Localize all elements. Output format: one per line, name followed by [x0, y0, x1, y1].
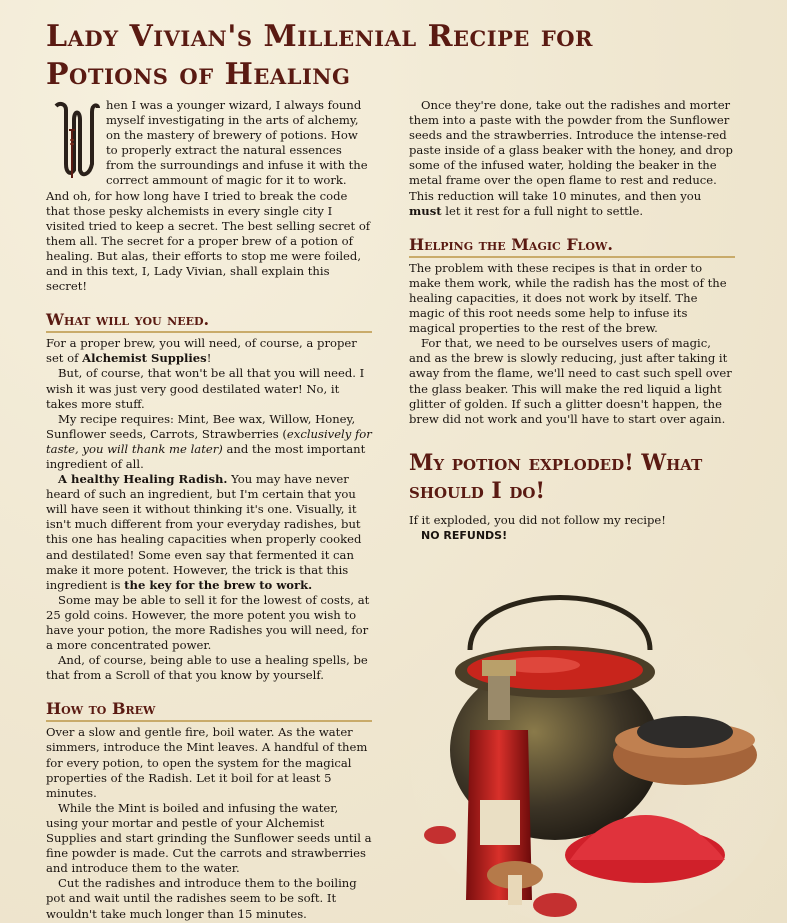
flow-paragraph-1: The problem with these recipes is that in order to make them work, while the radish has the most of the healing capacities, it does not work by itself. The magic of this root needs some help to infuse its magical properties to the rest of the brew. — [409, 260, 727, 336]
flow-paragraph-2: For that, we need to be ourselves users of magic, and as the brew is slowly reducing, just after taking it away from the flame, we'll need to cast such spell over the glass beaker. This will make the red liquid a light glitter of golden. If such a glitter doesn't happen, the brew did not work and you'll have to start over again. — [409, 336, 732, 426]
need-paragraph-5: Some may be able to sell it for the lowest of costs, at 25 gold coins. However, the more potent you wish to have your potion, the more Radishes you will need, for a more concentrated power. — [46, 592, 370, 653]
taste-note: exclusively for taste, you will thank me later) — [46, 426, 372, 456]
heading-how-to-brew: How to Brew — [46, 699, 372, 722]
brew-paragraph-4: Once they're done, take out the radishes and morter them into a paste with the powder from the Sunflower seeds and the strawberries. Introduce the intense-red paste inside of a glass beaker with the honey, and drop some of the infused water, holding the beaker in the metal frame over the open flame to rest and reduce. This reduction will take 10 minutes, and then you must let it rest for a full night to settle. — [409, 98, 733, 218]
heading-what-you-need: What will you need. — [46, 310, 372, 333]
need-paragraph-4: A healthy Healing Radish. You may have never heard of such an ingredient, but I'm certain that you will have seen it without thinking it's one. Visually, it isn't much different from your everyday radishes, but this one has healing capacities when properly cooked and destilated! Some even say that fermented it can make it more potent. However, the trick is that this ingredient is the key for the brew to work. — [46, 472, 362, 592]
right-column — [409, 98, 735, 543]
heading-potion-exploded: My potion exploded! What should I do! — [409, 449, 703, 504]
intro-text: hen I was a younger wizard, I always found myself investigating in the arts of alchemy, on the mastery of brewery of potions. How to properly extract the natural essences from the surroundings and infuse it with the correct ammount of magic for it to work. And oh, for how long have I tried to break the code that those pesky alchemists in every single city I visited tried to keep a secret. The best selling secret of them all. The secret for a proper brew of a potion of healing. But alas, their efforts to stop me were foiled, and in this text, I, Lady Vivian, shall explain this secret! — [46, 98, 371, 294]
need-paragraph-2: But, of course, that won't be all that you will need. I wish it was just very good destilated water! No, it takes more stuff. — [46, 366, 365, 411]
brew-paragraph-2: While the Mint is boiled and infusing the water, using your mortar and pestle of your Alchemist Supplies and start grinding the Sunflower seeds until a fine powder is made. Cut the carrots and strawberries and introduce them to the water. — [46, 800, 372, 876]
need-paragraph-1: For a proper brew, you will need, of course, a proper set of Alchemist Supplies! — [46, 336, 357, 366]
need-paragraph-6: And, of course, being able to use a healing spells, be that from a Scroll of that you know by yourself. — [46, 653, 368, 683]
exploded-paragraph-2 — [409, 528, 735, 543]
brew-paragraph-3: Cut the radishes and introduce them to the boiling pot and wait until the radishes seem to be soft. It wouldn't take much longer than 15 minutes. — [46, 876, 357, 921]
cauldron-potion-illustration — [400, 560, 787, 923]
alchemist-supplies-bold: Alchemist Supplies — [82, 351, 207, 366]
key-ingredient-bold: the key for the brew to work. — [124, 577, 313, 592]
heading-magic-flow: Helping the Magic Flow. — [409, 235, 735, 258]
must-bold: must — [409, 203, 442, 218]
brew-paragraph-1: Over a slow and gentle fire, boil water. As the water simmers, introduce the Mint leaves. A handful of them for every potion, to open the system for the magical properties of the Radish. Let it boil for at least 5 minutes. — [46, 725, 368, 800]
page-title: Lady Vivian's Millenial Recipe for Potions of Healing — [46, 19, 593, 92]
exploded-paragraph-1: If it exploded, you did not follow my recipe! — [409, 512, 666, 527]
healing-radish-bold: A healthy Healing Radish. — [58, 472, 228, 487]
need-paragraph-3: My recipe requires: Mint, Bee wax, Willow, Honey, Sunflower seeds, Carrots, Strawberries (exclusively for taste, you will thank me later) and the most important ingredient of all. — [46, 411, 372, 471]
intro-paragraph — [46, 98, 372, 294]
left-column — [46, 98, 372, 922]
no-refunds-bold: NO REFUNDS! — [421, 528, 508, 542]
drop-cap-w — [52, 100, 100, 180]
